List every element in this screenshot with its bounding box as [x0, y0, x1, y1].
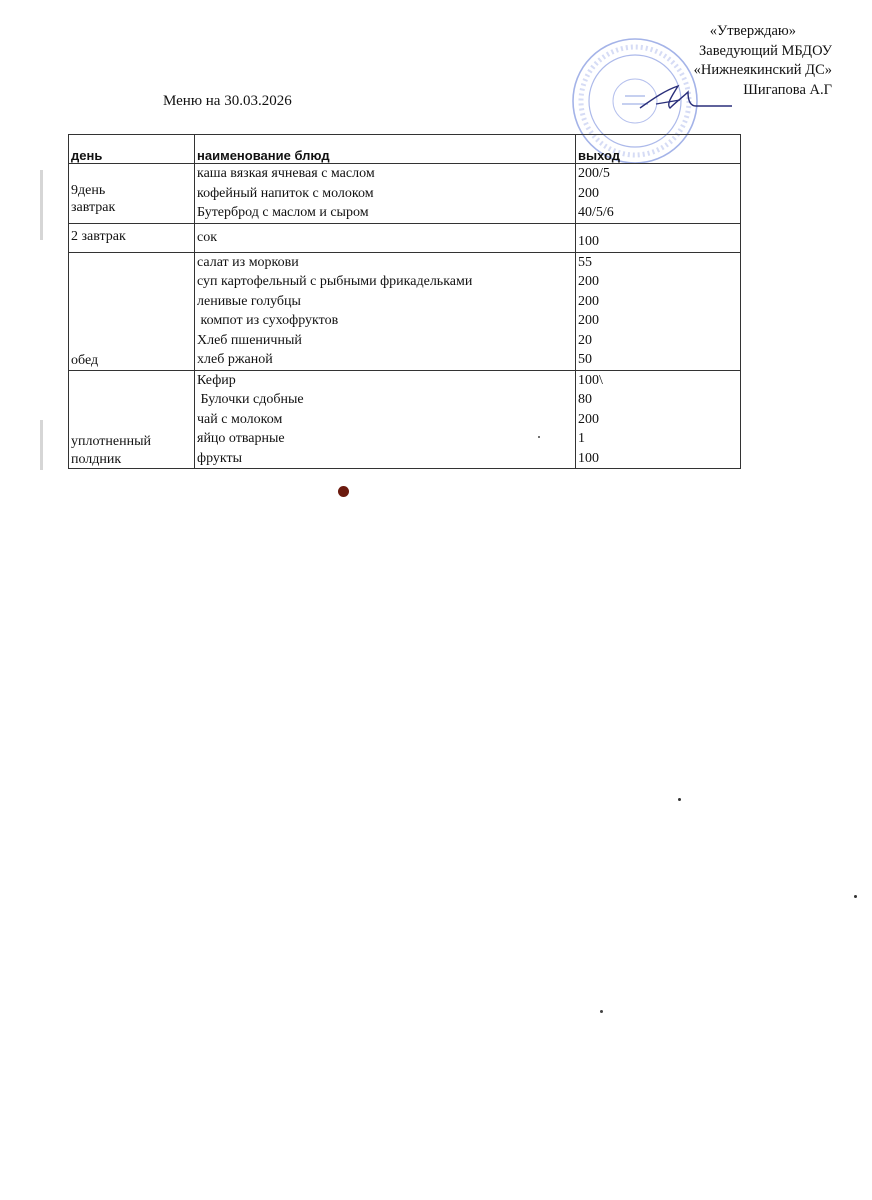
dish-cell: сок — [195, 223, 576, 252]
approval-position: Заведующий МБДОУ — [699, 42, 832, 59]
day-cell: уплотненный полдник — [69, 370, 195, 469]
scan-margin-mark — [40, 170, 43, 240]
header-day: день — [69, 135, 195, 164]
approval-title: «Утверждаю» — [709, 23, 796, 39]
day-cell: 9день завтрак — [69, 164, 195, 224]
table-row — [69, 223, 741, 252]
table-row — [69, 252, 741, 370]
ink-speck — [538, 436, 540, 438]
header-dish: наименование блюд — [195, 135, 576, 164]
day-cell: обед — [69, 252, 195, 370]
table-row — [69, 370, 741, 469]
header-output: выход — [576, 135, 741, 164]
ink-speck — [854, 895, 857, 898]
output-cell: 100\ 80 200 1 100 — [576, 370, 741, 469]
dish-cell: каша вязкая ячневая с маслом кофейный напиток с молоком Бутерброд с маслом и сыром — [195, 164, 576, 224]
dish-cell: салат из моркови суп картофельный с рыбными фрикадельками ленивые голубцы компот из сухофруктов Хлеб пшеничный хлеб ржаной — [195, 252, 576, 370]
output-cell: 200/5 200 40/5/6 — [576, 164, 741, 224]
menu-title: Меню на 30.03.2026 — [163, 93, 292, 109]
output-cell: 55 200 200 200 20 50 — [576, 252, 741, 370]
table-row — [69, 164, 741, 224]
signature-mark — [636, 80, 736, 116]
menu-table — [68, 134, 741, 469]
output-cell: 100 — [576, 223, 741, 252]
ink-speck — [600, 1010, 603, 1013]
dish-cell: Кефир Булочки сдобные чай с молоком яйцо отварные фрукты — [195, 370, 576, 469]
approval-organization: «Нижнеякинский ДС» — [693, 62, 832, 78]
table-header-row — [69, 135, 741, 164]
scan-margin-mark — [40, 420, 43, 470]
ink-speck — [678, 798, 681, 801]
ink-blot — [338, 486, 349, 497]
day-cell: 2 завтрак — [69, 223, 195, 252]
approval-signer: Шигапова А.Г — [743, 81, 832, 98]
